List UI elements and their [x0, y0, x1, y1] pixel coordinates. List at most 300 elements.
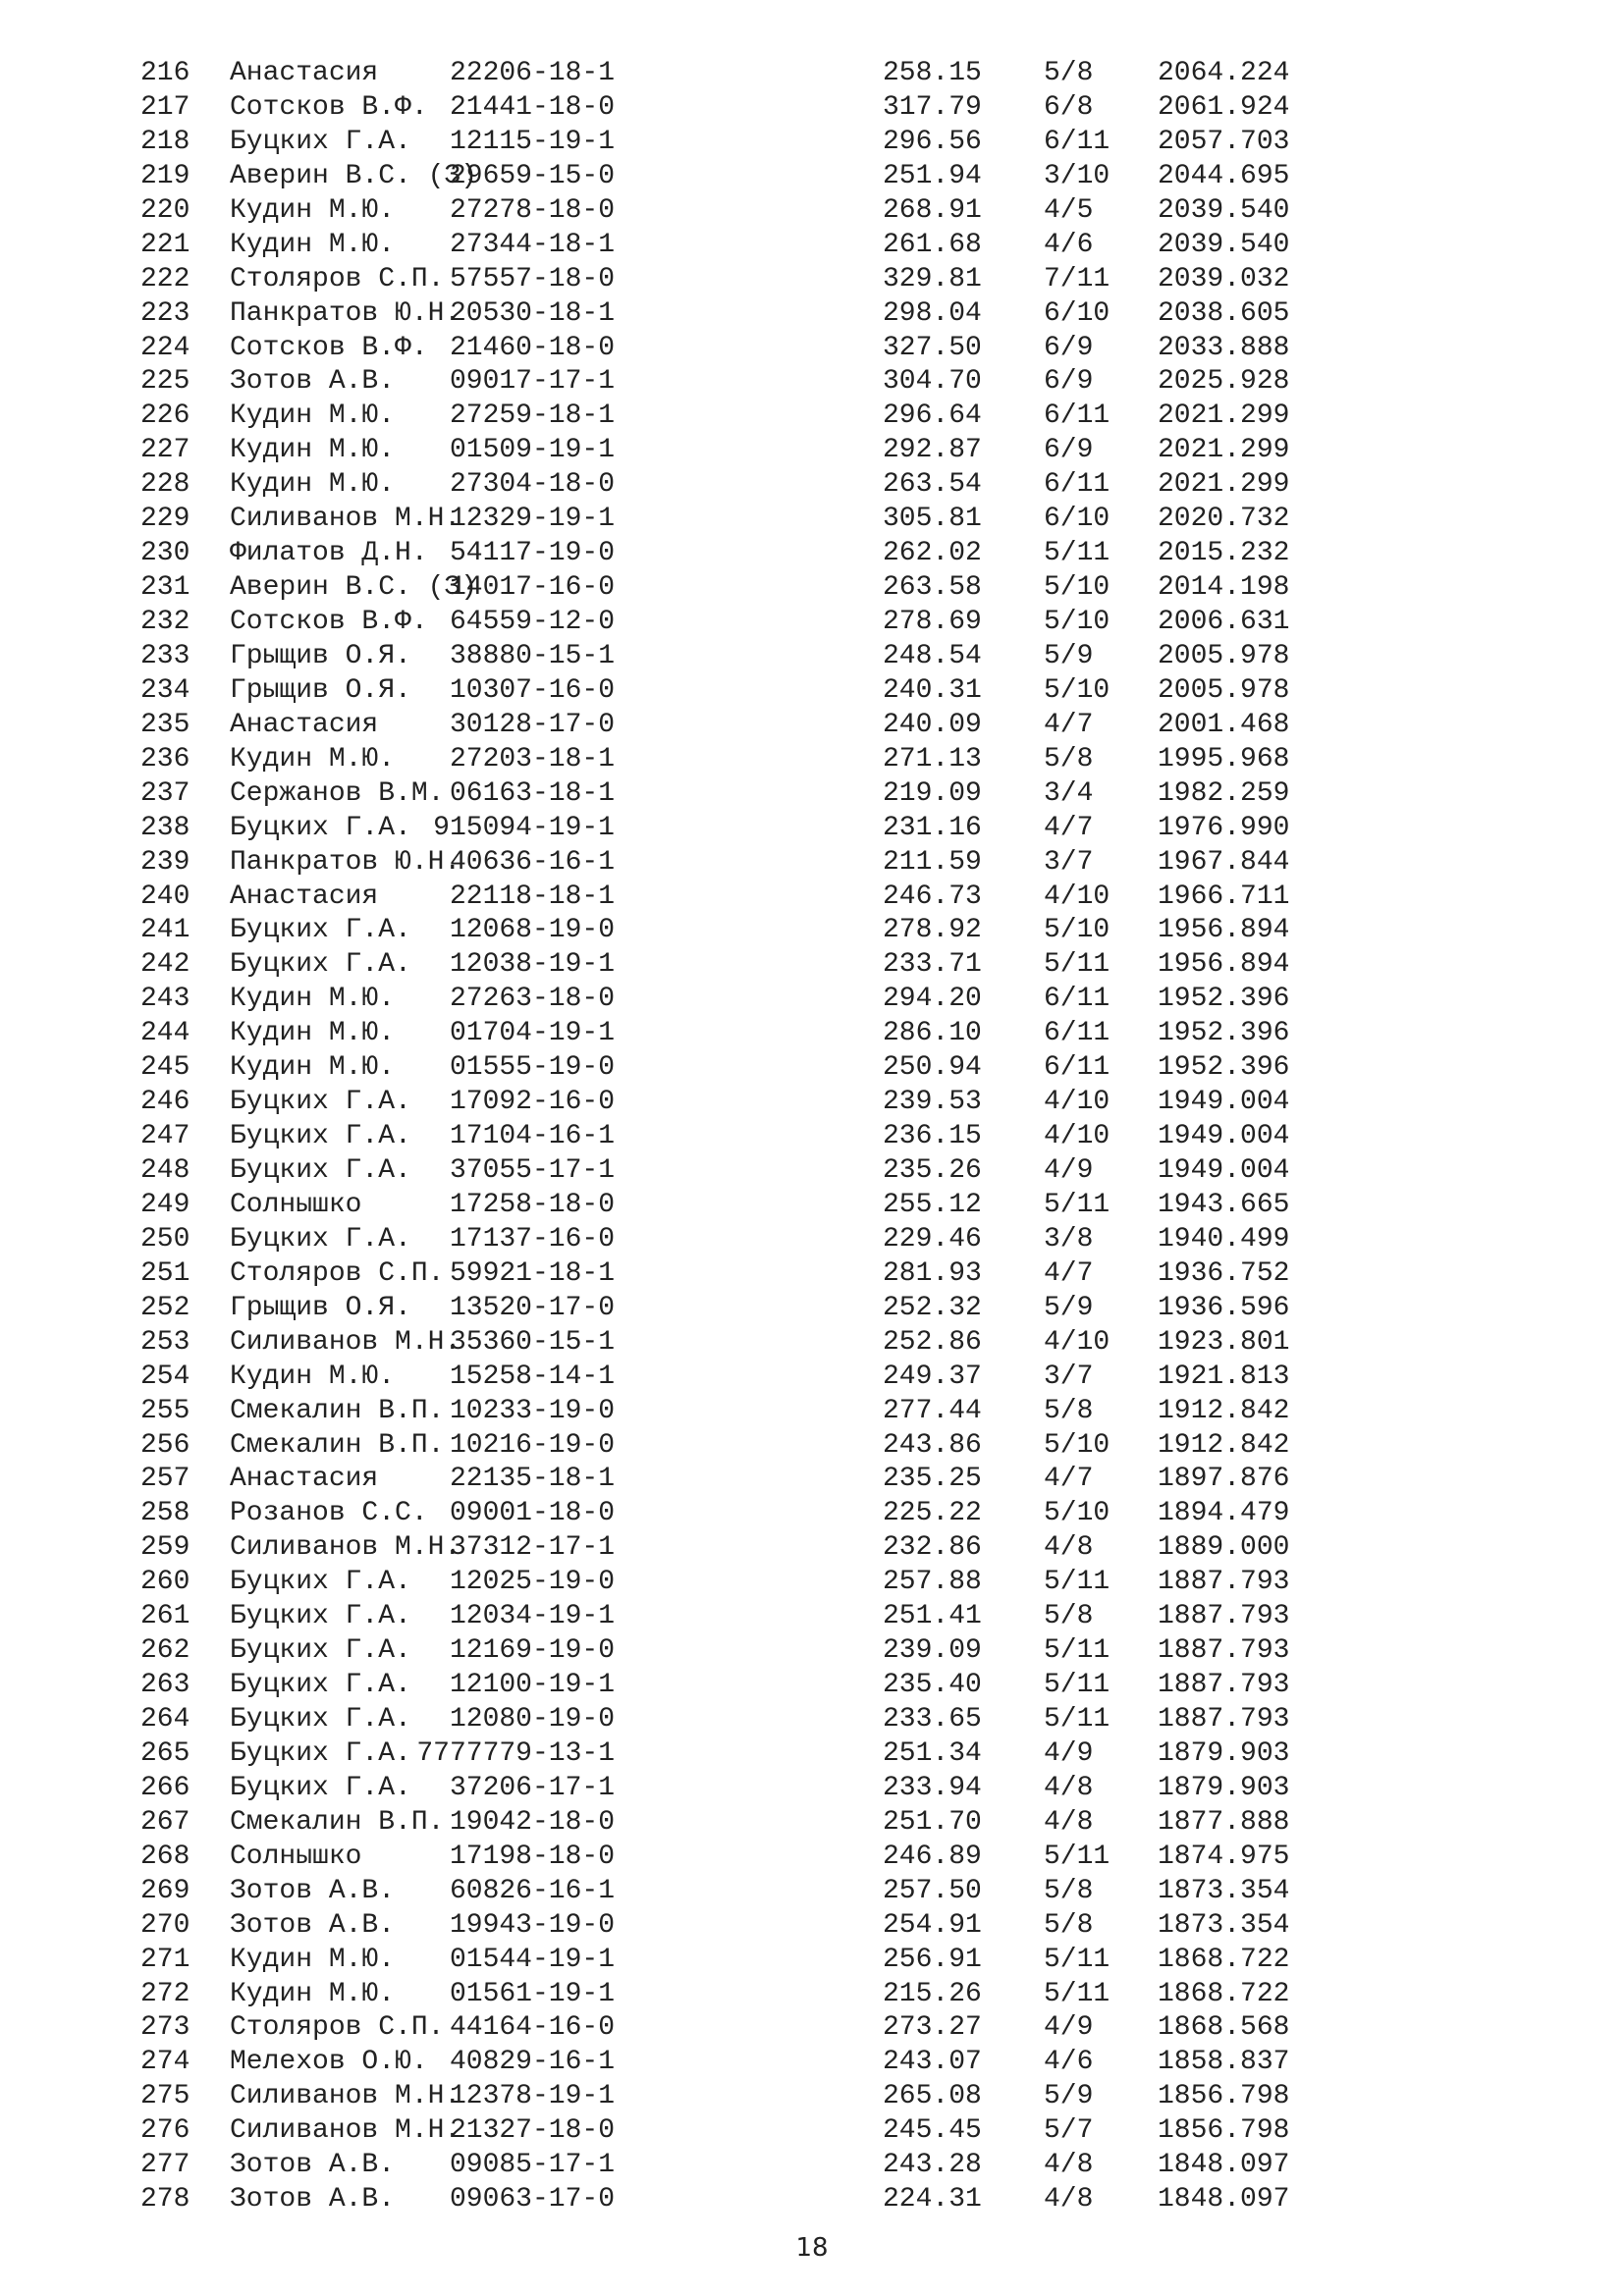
row-value: 248.54: [883, 640, 982, 671]
row-ratio: 5/11: [1044, 1944, 1110, 1975]
row-code: 09063-17-0: [449, 2184, 615, 2216]
row-ratio: 5/8: [1044, 1601, 1094, 1632]
row-code: 17104-16-1: [449, 1121, 615, 1152]
table-row: [140, 846, 1378, 881]
row-score: 2001.468: [1158, 709, 1290, 740]
row-score: 2039.540: [1158, 194, 1290, 226]
row-ratio: 4/9: [1044, 1155, 1094, 1186]
row-name: Буцких Г.А.: [230, 812, 411, 843]
table-row: [140, 1703, 1378, 1737]
row-code: 37206-17-1: [449, 1772, 615, 1803]
row-score: 2033.888: [1158, 332, 1290, 363]
row-code: 37312-17-1: [449, 1532, 615, 1564]
row-number: 245: [140, 1052, 190, 1084]
row-value: 304.70: [883, 366, 982, 398]
row-ratio: 6/9: [1044, 366, 1094, 398]
row-ratio: 5/8: [1044, 743, 1094, 774]
row-score: 2039.540: [1158, 229, 1290, 260]
row-number: 277: [140, 2150, 190, 2181]
row-ratio: 4/10: [1044, 1087, 1110, 1118]
table-row: [140, 229, 1378, 263]
table-row: [140, 1806, 1378, 1841]
row-number: 226: [140, 400, 190, 432]
row-name: Кудин М.Ю.: [230, 435, 396, 466]
row-value: 271.13: [883, 743, 982, 774]
row-value: 261.68: [883, 229, 982, 260]
table-row: [140, 1017, 1378, 1051]
table-row: [140, 2080, 1378, 2114]
row-score: 1940.499: [1158, 1223, 1290, 1255]
row-score: 1879.903: [1158, 1772, 1290, 1803]
row-number: 263: [140, 1670, 190, 1701]
row-score: 2005.978: [1158, 674, 1290, 706]
row-ratio: 4/9: [1044, 1737, 1094, 1769]
table-row: [140, 1086, 1378, 1120]
row-ratio: 6/10: [1044, 297, 1110, 329]
row-ratio: 7/11: [1044, 263, 1110, 294]
row-score: 1887.793: [1158, 1670, 1290, 1701]
row-score: 2005.978: [1158, 640, 1290, 671]
row-code: 27344-18-1: [449, 229, 615, 260]
row-name: Кудин М.Ю.: [230, 743, 396, 774]
row-value: 246.89: [883, 1841, 982, 1872]
row-number: 266: [140, 1772, 190, 1803]
row-number: 256: [140, 1429, 190, 1461]
row-code: 27203-18-1: [449, 743, 615, 774]
row-score: 1952.396: [1158, 1018, 1290, 1049]
row-ratio: 6/10: [1044, 504, 1110, 535]
row-name: Буцких Г.А.: [230, 126, 411, 157]
row-code: 10216-19-0: [449, 1429, 615, 1461]
row-value: 233.71: [883, 949, 982, 981]
row-code: 30128-17-0: [449, 709, 615, 740]
row-value: 252.32: [883, 1292, 982, 1323]
row-value: 233.94: [883, 1772, 982, 1803]
row-score: 1873.354: [1158, 1875, 1290, 1906]
row-value: 231.16: [883, 812, 982, 843]
row-number: 255: [140, 1395, 190, 1426]
row-score: 1949.004: [1158, 1155, 1290, 1186]
row-name: Смекалин В.П.: [230, 1429, 445, 1461]
row-name: Солнышко: [230, 1841, 362, 1872]
row-number: 272: [140, 1978, 190, 2009]
row-score: 1889.000: [1158, 1532, 1290, 1564]
row-code: 12080-19-0: [449, 1704, 615, 1735]
row-score: 1956.894: [1158, 915, 1290, 946]
row-value: 317.79: [883, 91, 982, 123]
row-value: 298.04: [883, 297, 982, 329]
table-row: [140, 743, 1378, 777]
row-number: 237: [140, 777, 190, 809]
row-number: 261: [140, 1601, 190, 1632]
row-number: 268: [140, 1841, 190, 1872]
row-name: Мелехов О.Ю.: [230, 2047, 428, 2078]
row-score: 2057.703: [1158, 126, 1290, 157]
row-ratio: 6/11: [1044, 469, 1110, 501]
row-ratio: 6/11: [1044, 400, 1110, 432]
row-ratio: 4/6: [1044, 2047, 1094, 2078]
row-code: 37055-17-1: [449, 1155, 615, 1186]
row-name: Аверин В.С. (З): [230, 572, 478, 604]
row-ratio: 6/9: [1044, 332, 1094, 363]
row-code: 15258-14-1: [449, 1361, 615, 1392]
table-row: [140, 1978, 1378, 2012]
row-value: 258.15: [883, 58, 982, 88]
table-row: [140, 2114, 1378, 2149]
row-ratio: 5/9: [1044, 2081, 1094, 2112]
row-score: 2061.924: [1158, 91, 1290, 123]
row-code: 44164-16-0: [449, 2012, 615, 2044]
table-row: [140, 1566, 1378, 1600]
row-code: 22206-18-1: [449, 58, 615, 88]
row-value: 305.81: [883, 504, 982, 535]
row-name: Буцких Г.А.: [230, 1670, 411, 1701]
row-ratio: 6/11: [1044, 1052, 1110, 1084]
row-name: Сержанов В.М.: [230, 777, 445, 809]
row-value: 224.31: [883, 2184, 982, 2216]
row-value: 251.41: [883, 1601, 982, 1632]
row-number: 267: [140, 1806, 190, 1838]
row-number: 228: [140, 469, 190, 501]
row-code: 01544-19-1: [449, 1944, 615, 1975]
row-number: 225: [140, 366, 190, 398]
row-name: Смекалин В.П.: [230, 1806, 445, 1838]
row-score: 1995.968: [1158, 743, 1290, 774]
row-value: 239.09: [883, 1635, 982, 1667]
row-name: Силиванов М.Н.: [230, 2081, 461, 2112]
row-number: 254: [140, 1361, 190, 1392]
row-value: 257.88: [883, 1567, 982, 1598]
row-value: 256.91: [883, 1944, 982, 1975]
row-value: 263.58: [883, 572, 982, 604]
row-code: 10307-16-0: [449, 674, 615, 706]
table-row: [140, 1772, 1378, 1806]
row-score: 1856.798: [1158, 2115, 1290, 2147]
row-code: 35360-15-1: [449, 1326, 615, 1358]
row-ratio: 6/9: [1044, 435, 1094, 466]
row-ratio: 5/8: [1044, 58, 1094, 88]
row-name: Панкратов Ю.Н.: [230, 297, 461, 329]
row-value: 286.10: [883, 1018, 982, 1049]
row-code: 09001-18-0: [449, 1498, 615, 1529]
row-ratio: 4/8: [1044, 2150, 1094, 2181]
row-score: 1976.990: [1158, 812, 1290, 843]
row-value: 251.94: [883, 160, 982, 191]
row-number: 249: [140, 1189, 190, 1220]
row-number: 259: [140, 1532, 190, 1564]
row-value: 277.44: [883, 1395, 982, 1426]
row-score: 1868.568: [1158, 2012, 1290, 2044]
row-value: 252.86: [883, 1326, 982, 1358]
row-ratio: 3/8: [1044, 1223, 1094, 1255]
row-score: 1949.004: [1158, 1087, 1290, 1118]
row-name: Розанов С.С.: [230, 1498, 428, 1529]
row-name: Буцких Г.А.: [230, 949, 411, 981]
row-ratio: 4/8: [1044, 2184, 1094, 2216]
row-name: Буцких Г.А.: [230, 1567, 411, 1598]
row-name: Солнышко: [230, 1189, 362, 1220]
row-score: 1887.793: [1158, 1601, 1290, 1632]
row-value: 251.34: [883, 1737, 982, 1769]
row-number: 240: [140, 881, 190, 912]
row-code: 19943-19-0: [449, 1909, 615, 1941]
row-ratio: 5/8: [1044, 1909, 1094, 1941]
row-score: 1868.722: [1158, 1944, 1290, 1975]
row-ratio: 6/11: [1044, 984, 1110, 1015]
row-name: Анастасия: [230, 58, 379, 88]
row-name: Силиванов М.Н.: [230, 504, 461, 535]
row-ratio: 5/11: [1044, 1635, 1110, 1667]
row-name: Буцких Г.А.: [230, 1087, 411, 1118]
table-row: [140, 1257, 1378, 1292]
row-score: 1967.844: [1158, 846, 1290, 878]
row-code: 21460-18-0: [449, 332, 615, 363]
row-name: Зотов А.В.: [230, 1909, 396, 1941]
row-code: 17198-18-0: [449, 1841, 615, 1872]
row-ratio: 4/8: [1044, 1772, 1094, 1803]
row-code: 01561-19-1: [449, 1978, 615, 2009]
table-row: [140, 1600, 1378, 1634]
row-number: 219: [140, 160, 190, 191]
row-number: 220: [140, 194, 190, 226]
row-code: 12025-19-0: [449, 1567, 615, 1598]
row-score: 1879.903: [1158, 1737, 1290, 1769]
row-code: 09085-17-1: [449, 2150, 615, 2181]
table-row: [140, 400, 1378, 434]
row-code: 01704-19-1: [449, 1018, 615, 1049]
row-value: 235.25: [883, 1464, 982, 1495]
row-number: 223: [140, 297, 190, 329]
table-row: [140, 1531, 1378, 1566]
row-name: Кудин М.Ю.: [230, 1018, 396, 1049]
row-ratio: 4/6: [1044, 229, 1094, 260]
row-code: 64559-12-0: [449, 607, 615, 637]
row-ratio: 4/7: [1044, 1257, 1094, 1289]
row-number: 270: [140, 1909, 190, 1941]
row-ratio: 5/10: [1044, 674, 1110, 706]
row-ratio: 5/10: [1044, 1498, 1110, 1529]
table-row: [140, 2149, 1378, 2183]
row-value: 292.87: [883, 435, 982, 466]
row-number: 242: [140, 949, 190, 981]
row-ratio: 4/8: [1044, 1806, 1094, 1838]
row-value: 239.53: [883, 1087, 982, 1118]
row-ratio: 4/10: [1044, 881, 1110, 912]
row-score: 1873.354: [1158, 1909, 1290, 1941]
row-ratio: 4/9: [1044, 2012, 1094, 2044]
row-score: 2021.299: [1158, 400, 1290, 432]
row-value: 240.31: [883, 674, 982, 706]
row-value: 254.91: [883, 1909, 982, 1941]
row-value: 243.28: [883, 2150, 982, 2181]
table-row: [140, 1395, 1378, 1429]
row-score: 1856.798: [1158, 2081, 1290, 2112]
row-score: 1887.793: [1158, 1704, 1290, 1735]
row-score: 1936.752: [1158, 1257, 1290, 1289]
row-name: Смекалин В.П.: [230, 1395, 445, 1426]
row-name: Буцких Г.А.: [230, 1635, 411, 1667]
row-name: Кудин М.Ю.: [230, 1944, 396, 1975]
row-ratio: 5/11: [1044, 1704, 1110, 1735]
row-name: Грыщив О.Я.: [230, 1292, 411, 1323]
table-row: [140, 160, 1378, 194]
results-table: [140, 57, 1378, 2217]
row-score: 2021.299: [1158, 435, 1290, 466]
row-ratio: 5/11: [1044, 1841, 1110, 1872]
row-value: 327.50: [883, 332, 982, 363]
row-value: 294.20: [883, 984, 982, 1015]
row-value: 257.50: [883, 1875, 982, 1906]
row-ratio: 4/5: [1044, 194, 1094, 226]
row-score: 2044.695: [1158, 160, 1290, 191]
row-code: 27259-18-1: [449, 400, 615, 432]
row-number: 271: [140, 1944, 190, 1975]
row-name: Панкратов Ю.Н.: [230, 846, 461, 878]
row-number: 275: [140, 2081, 190, 2112]
row-score: 1868.722: [1158, 1978, 1290, 2009]
row-number: 236: [140, 743, 190, 774]
row-name: Сотсков В.Ф.: [230, 91, 428, 123]
table-row: [140, 640, 1378, 674]
row-name: Буцких Г.А.: [230, 1121, 411, 1152]
row-value: 296.56: [883, 126, 982, 157]
row-score: 1912.842: [1158, 1395, 1290, 1426]
row-ratio: 4/10: [1044, 1121, 1110, 1152]
row-number: 260: [140, 1567, 190, 1598]
row-name: Столяров С.П.: [230, 2012, 445, 2044]
row-score: 2038.605: [1158, 297, 1290, 329]
row-code: 17137-16-0: [449, 1223, 615, 1255]
row-value: 251.70: [883, 1806, 982, 1838]
row-name: Кудин М.Ю.: [230, 1052, 396, 1084]
row-value: 265.08: [883, 2081, 982, 2112]
row-number: 273: [140, 2012, 190, 2044]
row-ratio: 4/7: [1044, 709, 1094, 740]
row-value: 255.12: [883, 1189, 982, 1220]
table-row: [140, 1909, 1378, 1944]
row-score: 1887.793: [1158, 1635, 1290, 1667]
row-number: 235: [140, 709, 190, 740]
row-number: 232: [140, 607, 190, 637]
row-number: 276: [140, 2115, 190, 2147]
table-row: [140, 332, 1378, 366]
table-row: [140, 1223, 1378, 1257]
row-value: 250.94: [883, 1052, 982, 1084]
row-code: 12068-19-0: [449, 915, 615, 946]
table-row: [140, 606, 1378, 640]
row-ratio: 5/11: [1044, 538, 1110, 569]
row-score: 1966.711: [1158, 881, 1290, 912]
row-ratio: 6/8: [1044, 91, 1094, 123]
row-code: 915094-19-1: [433, 812, 615, 843]
row-number: 247: [140, 1121, 190, 1152]
row-name: Зотов А.В.: [230, 2150, 396, 2181]
row-number: 222: [140, 263, 190, 294]
row-code: 12034-19-1: [449, 1601, 615, 1632]
row-ratio: 5/11: [1044, 1670, 1110, 1701]
table-row: [140, 194, 1378, 229]
row-code: 20530-18-1: [449, 297, 615, 329]
row-value: 211.59: [883, 846, 982, 878]
row-value: 243.86: [883, 1429, 982, 1461]
row-ratio: 3/7: [1044, 1361, 1094, 1392]
table-row: [140, 1669, 1378, 1703]
row-code: 01555-19-0: [449, 1052, 615, 1084]
row-ratio: 3/7: [1044, 846, 1094, 878]
table-row: [140, 948, 1378, 983]
row-score: 2020.732: [1158, 504, 1290, 535]
row-number: 216: [140, 58, 190, 88]
row-number: 274: [140, 2047, 190, 2078]
row-name: Буцких Г.А.: [230, 1601, 411, 1632]
row-code: 22118-18-1: [449, 881, 615, 912]
table-row: [140, 434, 1378, 468]
row-score: 1923.801: [1158, 1326, 1290, 1358]
row-number: 257: [140, 1464, 190, 1495]
row-number: 238: [140, 812, 190, 843]
row-name: Анастасия: [230, 709, 379, 740]
row-code: 21441-18-0: [449, 91, 615, 123]
row-name: Зотов А.В.: [230, 366, 396, 398]
table-row: [140, 709, 1378, 743]
row-name: Грыщив О.Я.: [230, 640, 411, 671]
row-code: 27263-18-0: [449, 984, 615, 1015]
table-row: [140, 537, 1378, 571]
row-value: 268.91: [883, 194, 982, 226]
row-ratio: 5/11: [1044, 949, 1110, 981]
row-value: 235.40: [883, 1670, 982, 1701]
table-row: [140, 914, 1378, 948]
row-ratio: 5/11: [1044, 1189, 1110, 1220]
row-number: 265: [140, 1737, 190, 1769]
row-code: 13520-17-0: [449, 1292, 615, 1323]
row-number: 269: [140, 1875, 190, 1906]
row-name: Буцких Г.А.: [230, 1155, 411, 1186]
row-name: Кудин М.Ю.: [230, 194, 396, 226]
row-ratio: 5/11: [1044, 1978, 1110, 2009]
row-code: 12100-19-1: [449, 1670, 615, 1701]
row-name: Буцких Г.А.: [230, 915, 411, 946]
row-code: 10233-19-0: [449, 1395, 615, 1426]
row-score: 1887.793: [1158, 1567, 1290, 1598]
row-ratio: 3/4: [1044, 777, 1094, 809]
row-ratio: 4/8: [1044, 1532, 1094, 1564]
table-row: [140, 263, 1378, 297]
table-row: [140, 57, 1378, 91]
table-row: [140, 2183, 1378, 2217]
row-ratio: 5/8: [1044, 1395, 1094, 1426]
table-row: [140, 297, 1378, 332]
table-row: [140, 983, 1378, 1017]
row-number: 258: [140, 1498, 190, 1529]
table-row: [140, 365, 1378, 400]
table-row: [140, 777, 1378, 812]
row-score: 1952.396: [1158, 984, 1290, 1015]
row-code: 60826-16-1: [449, 1875, 615, 1906]
page-number: 18: [795, 2233, 829, 2263]
row-code: 19042-18-0: [449, 1806, 615, 1838]
row-value: 225.22: [883, 1498, 982, 1529]
row-name: Филатов Д.Н.: [230, 538, 428, 569]
row-score: 2039.032: [1158, 263, 1290, 294]
row-score: 2006.631: [1158, 607, 1290, 637]
table-row: [140, 1463, 1378, 1497]
table-row: [140, 812, 1378, 846]
table-row: [140, 2046, 1378, 2080]
row-code: 01509-19-1: [449, 435, 615, 466]
row-value: 232.86: [883, 1532, 982, 1564]
row-code: 14017-16-0: [449, 572, 615, 604]
